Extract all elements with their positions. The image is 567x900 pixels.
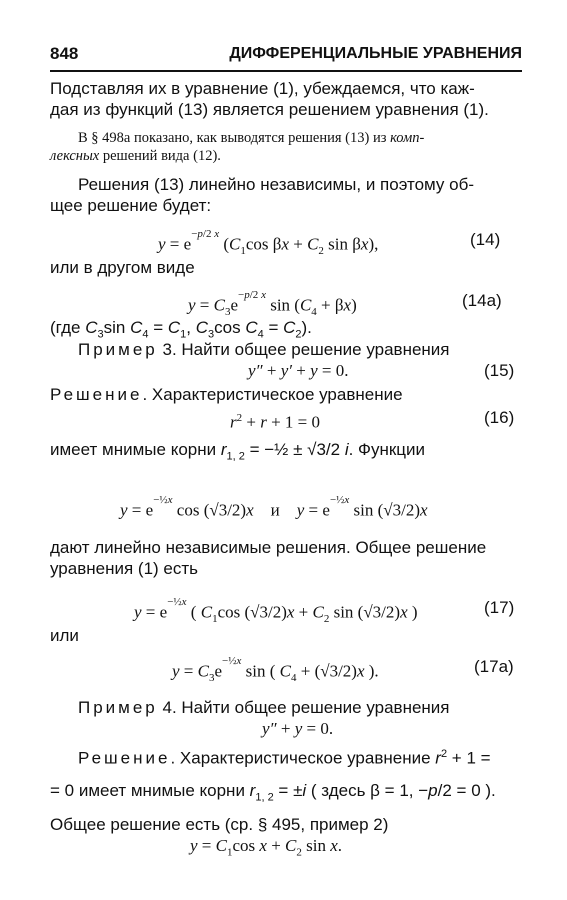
solution-heading: Решение. Характеристическое уравнение $r^2 + 1$ =	[78, 748, 491, 768]
equation-number: (14а)	[462, 291, 502, 310]
note-line: В § 498а показано, как выводятся решения (13) из комп-	[78, 130, 425, 146]
equation-number: (17а)	[474, 657, 514, 676]
equation-number: (17)	[484, 598, 515, 617]
equation-number: (16)	[484, 408, 515, 427]
equation-number: (14)	[470, 230, 501, 249]
final-equation: $y = C_1\cos$ $x + C_2$ sin x.	[190, 836, 343, 859]
paragraph-line: или в другом виде	[50, 258, 195, 277]
paragraph-line: уравнения (1) есть	[50, 559, 199, 578]
paragraph-line: = 0 имеет мнимые корни $r_{1, 2} = \pm i$ ( здесь β = 1, −p/2 = 0 ).	[50, 781, 496, 804]
equation-ex4: y″ + y = 0.	[262, 719, 334, 738]
paragraph-line: дая из функций (13) является решением уравнения (1).	[50, 100, 489, 119]
running-title: ДИФФЕРЕНЦИАЛЬНЫЕ УРАВНЕНИЯ	[229, 45, 522, 62]
page-number: 848	[50, 44, 79, 63]
equation-number: (15)	[484, 361, 515, 380]
paragraph-line: Решения (13) линейно независимы, и поэтому об-	[78, 175, 475, 194]
equation-16: $r^2 + r + 1 = 0$	[230, 412, 321, 432]
paragraph-line: имеет мнимые корни $r_{1, 2}$ = −½ ± √3/2 i. Функции	[50, 440, 426, 463]
paragraph-line: Общее решение есть (ср. § 495, пример 2)	[50, 815, 389, 834]
paragraph-line: или	[50, 626, 79, 645]
functions-line: $y = e^{-\frac{1}{2}x}$ cos (√3/2)x и $y = e^{-\frac{1}{2}x}$ sin (√3/2)x	[120, 494, 428, 520]
example-heading: Пример 4. Найти общее решение уравнения	[78, 698, 450, 717]
paragraph-line: дают линейно независимые решения. Общее решение	[50, 538, 487, 557]
paragraph-line: щее решение будет:	[50, 196, 212, 215]
paragraph-line: (где $C_3\sin$ $C_4 = C_1$, $C_3\cos$ $C_4 = C_2$).	[50, 318, 312, 341]
equation-15: y″ + y′ + y = 0.	[248, 361, 349, 380]
equation-14a: $y = C_3e^{-p/2 x}$ $\sin (C_4 + \beta x)$	[188, 289, 357, 319]
solution-heading: Решение. Характеристическое уравнение	[50, 385, 403, 404]
equation-17: $y = e^{-\frac{1}{2}x}$ ( $C_1\cos$ $(√3/2)x + C_2$ sin (√3/2)x )	[134, 596, 418, 626]
header-rule	[50, 70, 522, 72]
example-heading: Пример 3. Найти общее решение уравнения	[78, 340, 450, 359]
note-line: лексных решений вида (12).	[50, 148, 221, 164]
equation-14: $y = e^{-p/2 x}$ ($C_1\cos$ $\beta x + C_2$ sin βx),	[158, 228, 379, 258]
equation-17a: $y = C_3e^{-\frac{1}{2}x}$ sin ( $C_4 + (√3/2)x$ ).	[172, 655, 379, 685]
paragraph-line: Подставляя их в уравнение (1), убеждаемся, что каж-	[50, 79, 475, 98]
